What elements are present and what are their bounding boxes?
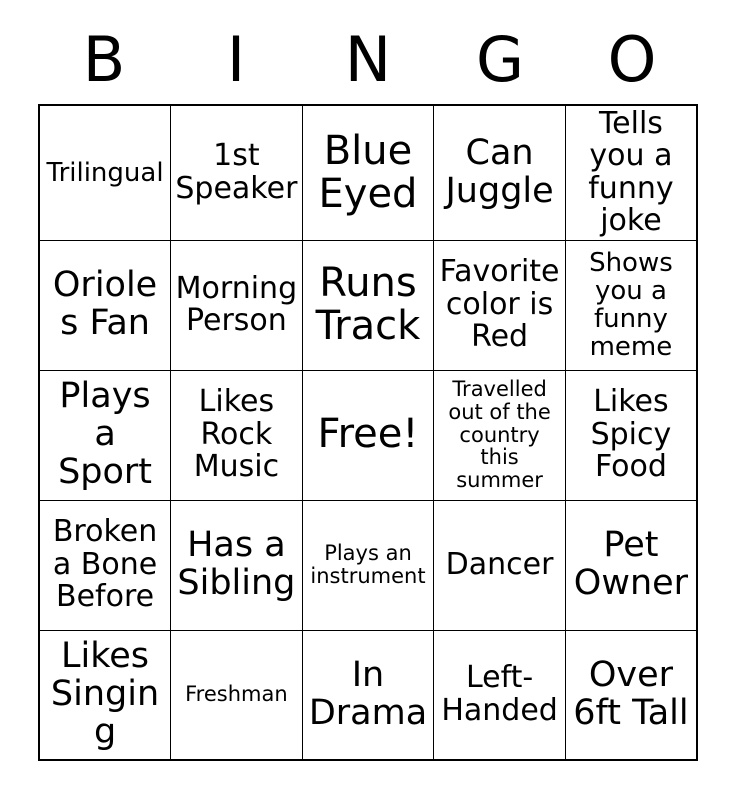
bingo-header-letter-g: G <box>475 23 525 96</box>
bingo-cell[interactable]: Pet Owner <box>565 500 697 630</box>
bingo-row <box>39 240 697 370</box>
bingo-cell[interactable]: In Drama <box>302 630 434 760</box>
bingo-header-letter-n: N <box>344 23 392 96</box>
bingo-cell[interactable]: Likes Rock Music <box>171 370 303 500</box>
bingo-cell[interactable]: Trilingual <box>39 105 171 240</box>
bingo-row <box>39 105 697 240</box>
bingo-cell[interactable]: Tells you a funny joke <box>565 105 697 240</box>
bingo-cell[interactable]: Plays a Sport <box>39 370 171 500</box>
bingo-header-letter-o: O <box>607 23 657 96</box>
bingo-cell[interactable]: Broken a Bone Before <box>39 500 171 630</box>
bingo-cell[interactable]: Plays an instrument <box>302 500 434 630</box>
bingo-cell[interactable]: Dancer <box>434 500 566 630</box>
bingo-cell[interactable]: Shows you a funny meme <box>565 240 697 370</box>
bingo-grid <box>38 104 698 761</box>
bingo-cell[interactable]: Blue Eyed <box>302 105 434 240</box>
bingo-row <box>39 370 697 500</box>
bingo-row <box>39 500 697 630</box>
bingo-cell[interactable]: 1st Speaker <box>171 105 303 240</box>
bingo-cell[interactable]: Orioles Fan <box>39 240 171 370</box>
bingo-cell[interactable]: Likes Spicy Food <box>565 370 697 500</box>
bingo-cell[interactable]: Left-Handed <box>434 630 566 760</box>
bingo-cell[interactable]: Runs Track <box>302 240 434 370</box>
bingo-row <box>39 630 697 760</box>
bingo-cell[interactable]: Can Juggle <box>434 105 566 240</box>
bingo-cell[interactable]: Morning Person <box>171 240 303 370</box>
bingo-cell[interactable]: Likes Singing <box>39 630 171 760</box>
bingo-cell[interactable]: Freshman <box>171 630 303 760</box>
bingo-cell[interactable]: Travelled out of the country this summer <box>434 370 566 500</box>
bingo-cell-free[interactable]: Free! <box>302 370 434 500</box>
bingo-cell[interactable]: Has a Sibling <box>171 500 303 630</box>
bingo-header-letter-b: B <box>82 23 126 96</box>
bingo-cell[interactable]: Favorite color is Red <box>434 240 566 370</box>
bingo-header-letter-i: I <box>226 23 246 96</box>
bingo-cell[interactable]: Over 6ft Tall <box>565 630 697 760</box>
bingo-header <box>38 0 698 96</box>
